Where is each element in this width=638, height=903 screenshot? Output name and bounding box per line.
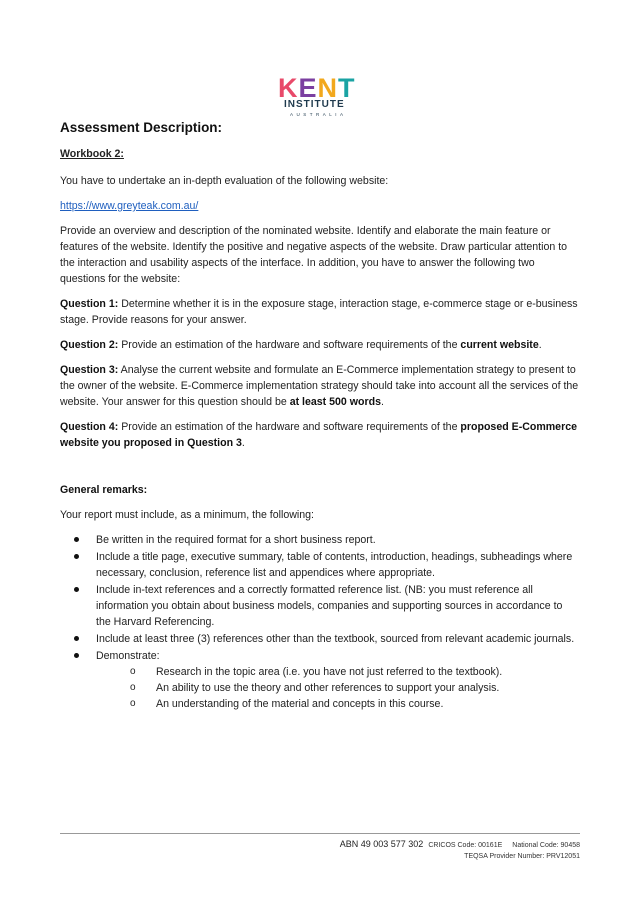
list-item-text: Be written in the required format for a short business report.: [96, 534, 376, 546]
workbook-title: Workbook 2:: [60, 148, 124, 160]
website-link[interactable]: https://www.greyteak.com.au/: [60, 200, 199, 212]
kent-institute-logo: [270, 74, 370, 120]
question-3: [60, 362, 580, 410]
footer-abn: ABN 49 003 577 302: [339, 839, 424, 849]
question-text: Analyse the current website and formulate an E-Commerce implementation strategy to present to the owner of the website. E-Commerce implementation strategy should take into account all the services of the website. Your answer for this question should be: [60, 364, 579, 408]
question-text-end: .: [538, 339, 542, 351]
list-item: [60, 549, 580, 581]
question-label: Question 3:: [60, 364, 119, 376]
circle-bullet-icon: o: [130, 666, 136, 677]
logo-institute: INSTITUTE: [284, 99, 345, 110]
question-2: [60, 337, 580, 353]
logo-letter-n: N: [317, 73, 339, 103]
question-text: Determine whether it is in the exposure stage, interaction stage, e-commerce stage or e-business stage. Provide reasons for your answer.: [60, 298, 578, 326]
footer-divider: [60, 833, 580, 834]
logo-wordmark: [278, 74, 356, 102]
page-title: Assessment Description:: [60, 120, 223, 135]
intro-text: You have to undertake an in-depth evaluation of the following website:: [60, 175, 389, 187]
footer-line-1: [340, 838, 580, 852]
question-4: [60, 419, 580, 451]
logo-letter-k: K: [278, 73, 299, 103]
question-label: Question 2:: [60, 339, 119, 351]
overview-text: Provide an overview and description of the nominated website. Identify and elaborate the main feature or features of the website. Identify the positive and negative aspects of the website. Draw particular attention to the interaction and usability aspects of the interface. In addition, you have to answer the following two questions for the website:: [60, 225, 568, 285]
sub-list: [96, 664, 580, 712]
question-emphasis: current website: [460, 339, 539, 351]
bullet-icon: [74, 653, 79, 658]
circle-bullet-icon: o: [130, 698, 136, 709]
remarks-title: General remarks:: [60, 484, 148, 496]
question-text-end: .: [241, 437, 245, 449]
sub-list-item-text: Research in the topic area (i.e. you have not just referred to the textbook).: [156, 666, 503, 678]
question-text-end: .: [380, 396, 384, 408]
bullet-icon: [74, 587, 79, 592]
list-item: [60, 582, 580, 630]
question-text: Provide an estimation of the hardware and software requirements of the: [118, 421, 461, 433]
bullet-icon: [74, 537, 79, 542]
list-item-text: Demonstrate:: [96, 650, 160, 662]
circle-bullet-icon: o: [130, 682, 136, 693]
sub-list-item-text: An understanding of the material and concepts in this course.: [156, 698, 444, 710]
document-body: [60, 118, 580, 713]
footer-teqsa: TEQSA Provider Number: PRV12051: [464, 853, 580, 860]
question-label: Question 1:: [60, 298, 119, 310]
question-emphasis: at least 500 words: [289, 396, 381, 408]
sub-list-item: [96, 664, 580, 680]
logo-letter-t: T: [338, 73, 356, 103]
bullet-icon: [74, 636, 79, 641]
footer-national-code: National Code: 90458: [512, 842, 580, 849]
list-item-text: Include a title page, executive summary, table of contents, introduction, headings, subheadings where necessary, conclusion, reference list and appendices where appropriate.: [96, 551, 573, 579]
question-label: Question 4:: [60, 421, 119, 433]
list-item-text: Include in-text references and a correctly formatted reference list. (NB: you must reference all information you obtain about business models, companies and supporting sources in accordance to the Harvard Referencing.: [96, 584, 563, 628]
list-item: [60, 532, 580, 548]
list-item-text: Include at least three (3) references other than the textbook, sourced from relevant academic journals.: [96, 633, 575, 645]
list-item: [60, 648, 580, 712]
list-item: [60, 631, 580, 647]
sub-list-item: [96, 696, 580, 712]
question-text: Provide an estimation of the hardware and software requirements of the: [118, 339, 461, 351]
remarks-list: [60, 532, 580, 712]
remarks-intro: Your report must include, as a minimum, the following:: [60, 509, 314, 521]
question-emphasis: proposed E-Commerce website you proposed in Question 3: [60, 421, 577, 449]
logo-letter-e: E: [298, 73, 318, 103]
footer-cricos: CRICOS Code: 00161E: [428, 842, 503, 849]
sub-list-item: [96, 680, 580, 696]
sub-list-item-text: An ability to use the theory and other references to support your analysis.: [156, 682, 500, 694]
question-1: [60, 296, 580, 328]
bullet-icon: [74, 554, 79, 559]
logo-australia: AUSTRALIA: [290, 112, 347, 117]
